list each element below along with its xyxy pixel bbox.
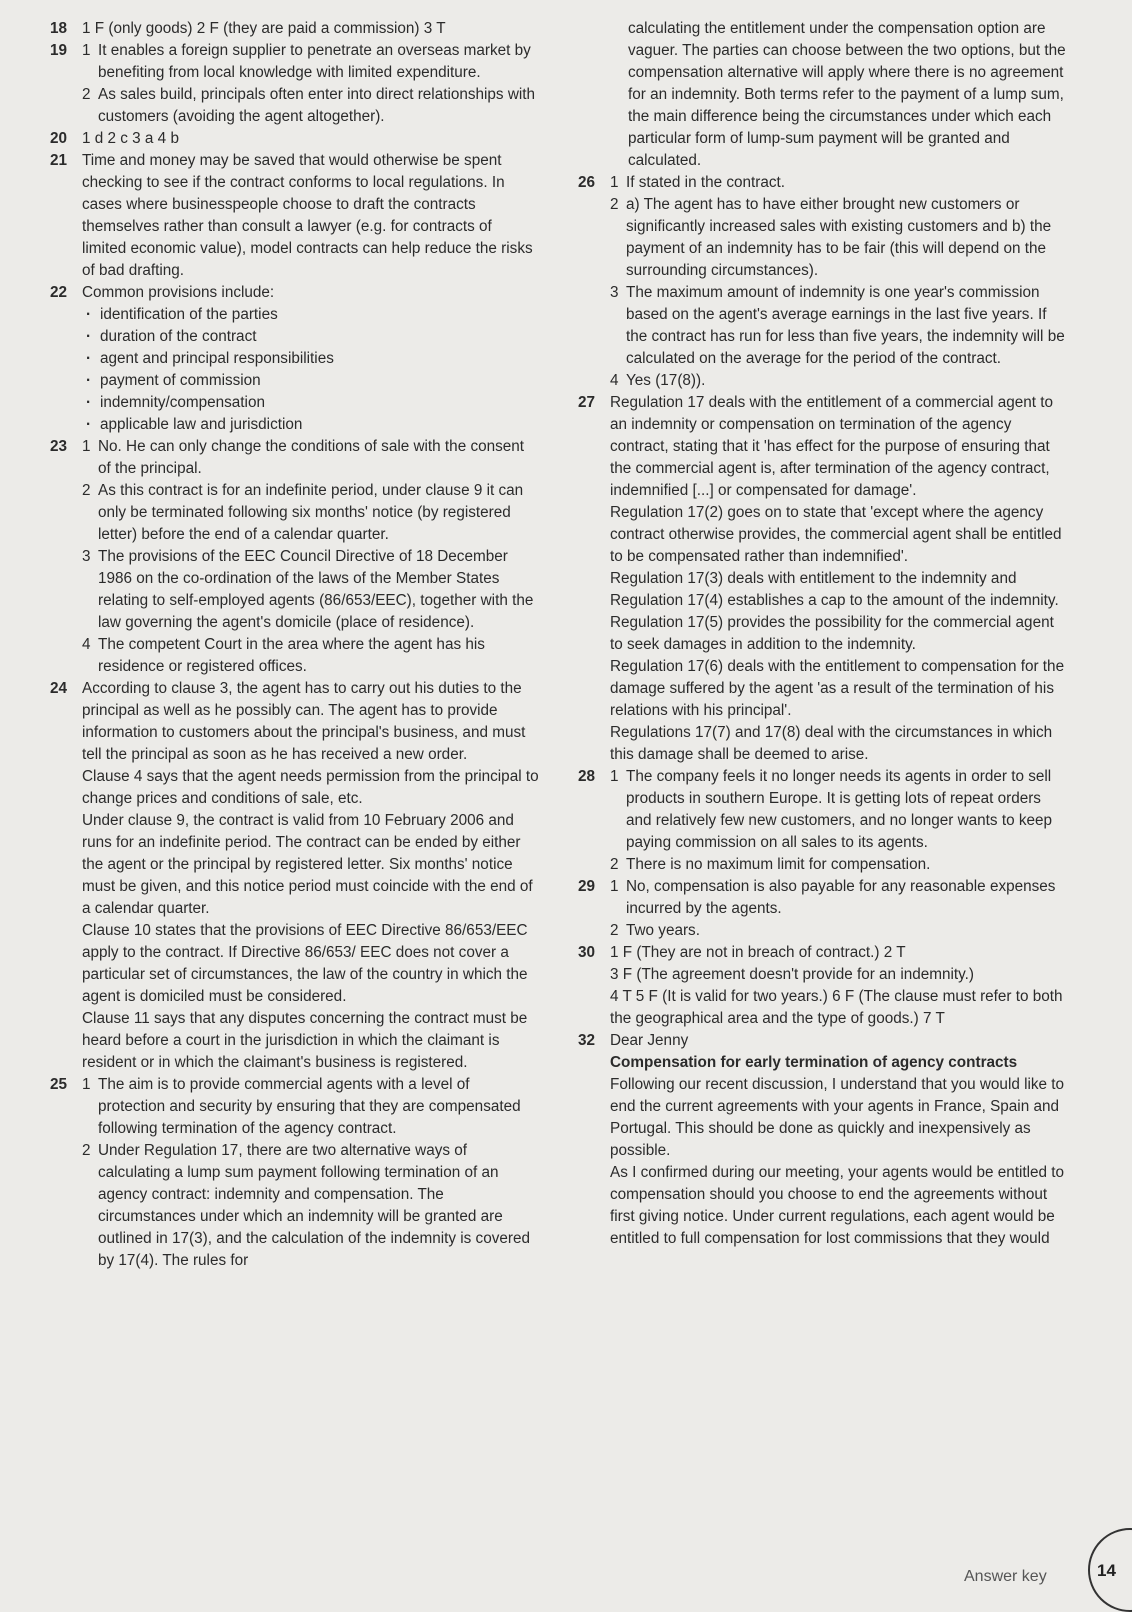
answer-item [578,172,1068,392]
sub-text: As this contract is for an indefinite period, under clause 9 it can only be terminated following six months' notice (by registered letter) before the end of a calendar quarter. [98,482,524,543]
sub-number: 3 [610,284,619,301]
answer-body [82,436,540,678]
bullet-item: · payment of commission [82,370,540,392]
sub-number: 1 [82,1076,91,1093]
answer-item [50,436,540,678]
answer-text: Common provisions include: [82,284,275,301]
answer-text: Compensation for early termination of agency contracts [610,1054,1018,1071]
answer-text: According to clause 3, the agent has to carry out his duties to the principal as well as he possibly can. The agent has to provide information to customers about the principal's business, and must tell the principal as soon as he has received a new order. [82,680,526,763]
question-number: 30 [578,944,596,961]
answer-body [82,678,540,1074]
sub-text: The aim is to provide commercial agents with a level of protection and security by ensuring that they are compensated following termination of the agency contract. [98,1076,521,1137]
sub-text: Two years. [626,922,700,939]
sub-text: No, compensation is also payable for any reasonable expenses incurred by the agents. [626,878,1056,917]
answer-body [610,18,1068,172]
sub-text: There is no maximum limit for compensation. [626,856,931,873]
answer-text: 1 d 2 c 3 a 4 b [82,130,179,147]
bullet-item: · indemnity/compensation [82,392,540,414]
answer-text: 1 F (only goods) 2 F (they are paid a commission) 3 T [82,20,446,37]
answer-item [578,392,1068,766]
question-number: 26 [578,174,596,191]
sub-answer [610,194,1068,282]
answer-item [578,876,1068,942]
sub-number: 3 [82,548,91,565]
sub-number: 4 [610,372,619,389]
question-number: 20 [50,130,68,147]
question-number: 22 [50,284,68,301]
answer-text: Regulations 17(7) and 17(8) deal with the circumstances in which this damage shall be deemed to arise. [610,724,1053,763]
question-number: 28 [578,768,596,785]
answer-item [50,678,540,1074]
sub-number: 4 [82,636,91,653]
answer-item [578,942,1068,1030]
footer-label: Answer key [964,1568,1047,1585]
answer-text: As I confirmed during our meeting, your agents would be entitled to compensation should you choose to end the agreements without first giving notice. Under current regulations, each agent would be entitled to full compensation for lost commissions that they would [610,1164,1065,1247]
sub-answer [82,84,540,128]
sub-text: The competent Court in the area where the agent has his residence or registered offices. [98,636,485,675]
sub-text: As sales build, principals often enter into direct relationships with customers (avoiding the agent altogether). [98,86,536,125]
answer-body [82,1074,540,1272]
question-number: 19 [50,42,68,59]
answer-text: Dear Jenny [610,1032,689,1049]
answer-text: Clause 10 states that the provisions of EEC Directive 86/653/EEC apply to the contract. If Directive 86/653/ EEC does not cover a particular set of circumstances, the law of the country in which the agent is domiciled must be considered. [82,922,528,1005]
sub-answer [610,766,1068,854]
left-column [50,18,540,1272]
answer-text: Regulation 17(2) goes on to state that 'except where the agency contract otherwise provides, the commercial agent shall be entitled to be compensated rather than indemnified'. [610,504,1062,565]
right-column [578,18,1068,1250]
answer-body [610,392,1068,766]
answer-body [610,172,1068,392]
sub-number: 1 [82,42,91,59]
sub-answer [610,920,1068,942]
page-number: 14 [1097,1561,1116,1580]
bullet-item: · applicable law and jurisdiction [82,414,540,436]
answer-text: Regulation 17(3) deals with entitlement to the indemnity and Regulation 17(4) establishes a cap to the amount of the indemnity. [610,570,1059,609]
sub-answer [610,876,1068,920]
sub-answer [610,854,1068,876]
answer-item [578,766,1068,876]
sub-number: 2 [82,86,91,103]
answer-text: Regulation 17(5) provides the possibility for the commercial agent to seek damages in addition to the indemnity. [610,614,1054,653]
question-number [578,18,610,172]
sub-text: The company feels it no longer needs its agents in order to sell products in southern Europe. It is getting lots of repeat orders and relatively few new customers, and no longer wants to keep paying commission on all sales to its agents. [626,768,1052,851]
answer-text: Time and money may be saved that would otherwise be spent checking to see if the contract conforms to local regulations. In cases where businesspeople choose to draft the contracts themselves rather than consult a lawyer (e.g. for contracts of limited economic value), model contracts can help reduce the risks of bad drafting. [82,152,533,279]
sub-number: 2 [82,1142,91,1159]
answer-item [50,1074,540,1272]
sub-text: It enables a foreign supplier to penetrate an overseas market by benefiting from local knowledge with limited expenditure. [98,42,531,81]
sub-number: 2 [82,482,91,499]
sub-number: 1 [610,768,619,785]
question-number: 18 [50,20,68,37]
answer-text: 3 F (The agreement doesn't provide for an indemnity.) [610,966,974,983]
question-number: 27 [578,394,596,411]
answer-body [610,942,1068,1030]
answer-body [82,40,540,128]
answer-body [610,876,1068,942]
sub-answer [82,546,540,634]
bullet-item: · identification of the parties [82,304,540,326]
answer-text: calculating the entitlement under the compensation option are vaguer. The parties can choose between the two options, but the compensation alternative will apply where there is no agreement for an indemnity. Both terms refer to the payment of a lump sum, the main difference being the circumstances under which each particular form of lump-sum payment will be granted and calculated. [628,20,1066,169]
sub-text: Under Regulation 17, there are two alternative ways of calculating a lump sum payment following termination of an agency contract: indemnity and compensation. The circumstances under which an indemnity will be granted are outlined in 17(3), and the calculation of the indemnity is covered by 17(4). The rules for [98,1142,530,1269]
bullet-item: · duration of the contract [82,326,540,348]
answer-body [82,282,540,436]
question-number: 23 [50,438,68,455]
sub-text: Yes (17(8)). [626,372,706,389]
answer-text: Regulation 17 deals with the entitlement of a commercial agent to an indemnity or compensation on termination of the agency contract, stating that it 'has effect for the purpose of ensuring that the commercial agent is, after termination of the agency contract, indemnified [...] or compensated for damage'. [610,394,1054,499]
answer-text: Clause 11 says that any disputes concerning the contract must be heard before a court in the jurisdiction in which the claimant is resident or in which the claimant's business is registered. [82,1010,528,1071]
question-number: 29 [578,878,596,895]
sub-number: 1 [82,438,91,455]
question-number: 32 [578,1032,596,1049]
answer-item [50,128,540,150]
answer-text: Following our recent discussion, I understand that you would like to end the current agreements with your agents in France, Spain and Portugal. This should be done as quickly and inexpensively as possible. [610,1076,1065,1159]
sub-text: The maximum amount of indemnity is one year's commission based on the agent's average earnings in the last five years. If the contract has run for less than five years, the indemnity will be calculated on the average for the period of the contract. [626,284,1065,367]
sub-number: 2 [610,922,619,939]
answer-body [610,766,1068,876]
answer-text: Under clause 9, the contract is valid from 10 February 2006 and runs for an indefinite period. The contract can be ended by either the agent or the principal by registered letter. Six months' notice must be given, and this notice period must coincide with the end of a calendar quarter. [82,812,533,917]
answer-item [578,1030,1068,1250]
answer-text: 4 T 5 F (It is valid for two years.) 6 F (The clause must refer to both the geographical area and the type of goods.) 7 T [610,988,1063,1027]
answer-item [50,18,540,40]
answer-body [610,1030,1068,1250]
answer-item [50,40,540,128]
sub-number: 1 [610,878,619,895]
sub-answer [82,1074,540,1140]
answer-item [50,282,540,436]
answer-item [50,150,540,282]
answer-text: Clause 4 says that the agent needs permission from the principal to change prices and conditions of sale, etc. [82,768,539,807]
sub-answer [610,172,1068,194]
sub-answer [82,480,540,546]
bullet-item: · agent and principal responsibilities [82,348,540,370]
sub-text: The provisions of the EEC Council Directive of 18 December 1986 on the co-ordination of the laws of the Member States relating to self-employed agents (86/653/EEC), together with the law governing the agent's domicile (place of residence). [98,548,534,631]
sub-answer [82,436,540,480]
sub-text: a) The agent has to have either brought new customers or significantly increased sales with existing customers and b) the payment of an indemnity has to be fair (this will depend on the surrounding circumstances). [626,196,1052,279]
answer-body [82,18,540,40]
sub-number: 2 [610,196,619,213]
answer-body [82,150,540,282]
sub-number: 1 [610,174,619,191]
answer-text: Regulation 17(6) deals with the entitlement to compensation for the damage suffered by the agent 'as a result of the termination of his relations with his principal'. [610,658,1065,719]
sub-answer [82,40,540,84]
answer-item [578,18,1068,172]
sub-answer [610,282,1068,370]
sub-answer [82,1140,540,1272]
question-number: 25 [50,1076,68,1093]
question-number: 24 [50,680,68,697]
sub-answer [82,634,540,678]
answer-text: 1 F (They are not in breach of contract.) 2 T [610,944,906,961]
question-number: 21 [50,152,68,169]
sub-number: 2 [610,856,619,873]
bullet-list [82,304,540,436]
answer-body [82,128,540,150]
sub-text: No. He can only change the conditions of sale with the consent of the principal. [98,438,525,477]
sub-text: If stated in the contract. [626,174,786,191]
sub-answer [610,370,1068,392]
